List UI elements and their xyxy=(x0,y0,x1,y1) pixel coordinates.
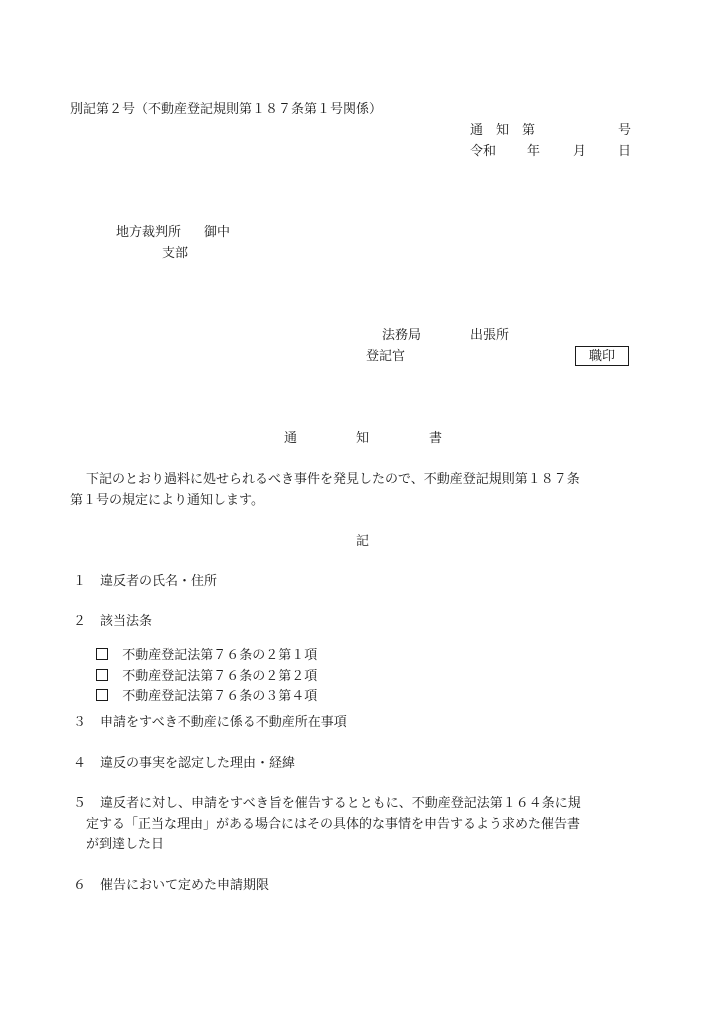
title-char-3: 書 xyxy=(429,431,443,446)
date-era: 令和 xyxy=(470,144,497,159)
addressee-court: 地方裁判所 xyxy=(116,225,182,240)
item-5-line-1: 違反者に対し、申請をすべき旨を催告するとともに、不動産登記法第１６４条に規 xyxy=(100,796,581,811)
item-5-line-2: 定する「正当な理由」がある場合にはその具体的な事情を申告するよう求めた催告書 xyxy=(86,817,581,832)
sender-officer: 登記官 xyxy=(366,349,406,364)
addressee-honorific: 御中 xyxy=(204,225,231,240)
body-line-1: 下記のとおり過料に処せられるべき事件を発見したので、不動産登記規則第１８７条 xyxy=(86,472,580,487)
notice-number-label: 通 知 第 xyxy=(470,123,536,138)
title-char-1: 通 xyxy=(284,431,298,446)
body-line-2: 第１号の規定により通知します。 xyxy=(70,493,264,508)
item-4-text: 違反の事実を認定した理由・経緯 xyxy=(100,756,296,771)
date-month: 月 xyxy=(573,144,587,159)
checkbox[interactable] xyxy=(96,689,108,701)
item-1-number: １ xyxy=(73,574,87,589)
date-year: 年 xyxy=(527,144,541,159)
law-option-label: 不動産登記法第７６条の２第１項 xyxy=(122,648,318,663)
item-3-number: ３ xyxy=(73,715,87,730)
sender-office: 出張所 xyxy=(470,328,510,343)
law-option-label: 不動産登記法第７６条の３第４項 xyxy=(122,689,318,704)
addressee-branch: 支部 xyxy=(162,246,189,261)
item-5-number: ５ xyxy=(73,796,87,811)
item-2-text: 該当法条 xyxy=(100,614,153,629)
item-4-number: ４ xyxy=(73,756,87,771)
record-heading: 記 xyxy=(356,534,370,549)
law-option-label: 不動産登記法第７６条の２第２項 xyxy=(122,669,318,684)
official-seal-label: 職印 xyxy=(588,349,615,364)
official-seal-box xyxy=(575,346,629,366)
item-3-text: 申請をすべき不動産に係る不動産所在事項 xyxy=(100,715,347,730)
sender-bureau: 法務局 xyxy=(382,328,422,343)
law-option-3[interactable] xyxy=(88,676,317,703)
item-1-text: 違反者の氏名・住所 xyxy=(100,574,218,589)
item-5-line-3: が到達した日 xyxy=(86,837,165,852)
title-char-2: 知 xyxy=(356,431,370,446)
item-6-text: 催告において定めた申請期限 xyxy=(100,878,270,893)
item-2-number: ２ xyxy=(73,614,87,629)
form-header: 別記第２号（不動産登記規則第１８７条第１号関係） xyxy=(70,102,383,117)
notice-number-suffix: 号 xyxy=(618,123,632,138)
item-6-number: ６ xyxy=(73,878,87,893)
date-day: 日 xyxy=(618,144,632,159)
